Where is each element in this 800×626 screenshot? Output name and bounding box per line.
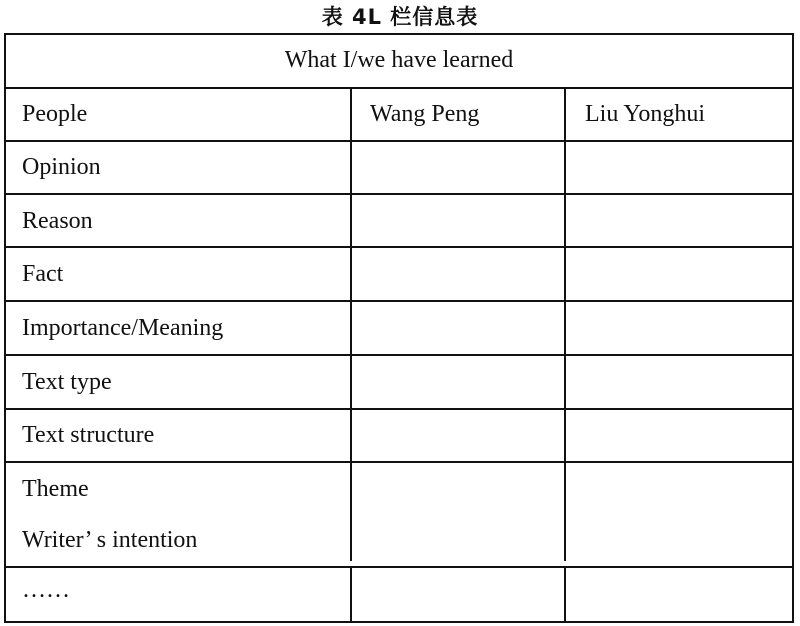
- column-divider: [350, 87, 352, 561]
- header-rule: [4, 87, 794, 89]
- row-rule: [4, 193, 794, 195]
- row-label-opinion: Opinion: [22, 154, 101, 180]
- continuation-row: [4, 566, 794, 623]
- column-divider: [564, 87, 566, 561]
- row-rule: [4, 408, 794, 410]
- table-title: 表 4L 栏信息表: [321, 5, 479, 29]
- column-header-liu-yonghui: Liu Yonghui: [585, 101, 706, 127]
- row-label-theme: Theme: [22, 476, 89, 502]
- row-rule: [4, 461, 794, 463]
- column-divider: [350, 568, 352, 621]
- column-header-people: People: [22, 101, 88, 127]
- row-label-writers-intention: Writer’ s intention: [22, 527, 198, 553]
- row-rule: [4, 246, 794, 248]
- table-header: What I/we have learned: [284, 47, 514, 73]
- row-rule: [4, 354, 794, 356]
- row-label-fact: Fact: [22, 261, 64, 287]
- row-label-reason: Reason: [22, 208, 93, 234]
- row-rule: [4, 140, 794, 142]
- row-rule: [4, 300, 794, 302]
- row-label-text-type: Text type: [22, 369, 112, 395]
- row-label-importance-meaning: Importance/Meaning: [22, 315, 224, 341]
- column-divider: [564, 568, 566, 621]
- row-label-text-structure: Text structure: [22, 422, 155, 448]
- column-header-wang-peng: Wang Peng: [370, 101, 480, 127]
- continuation-ellipsis: ……: [22, 577, 70, 603]
